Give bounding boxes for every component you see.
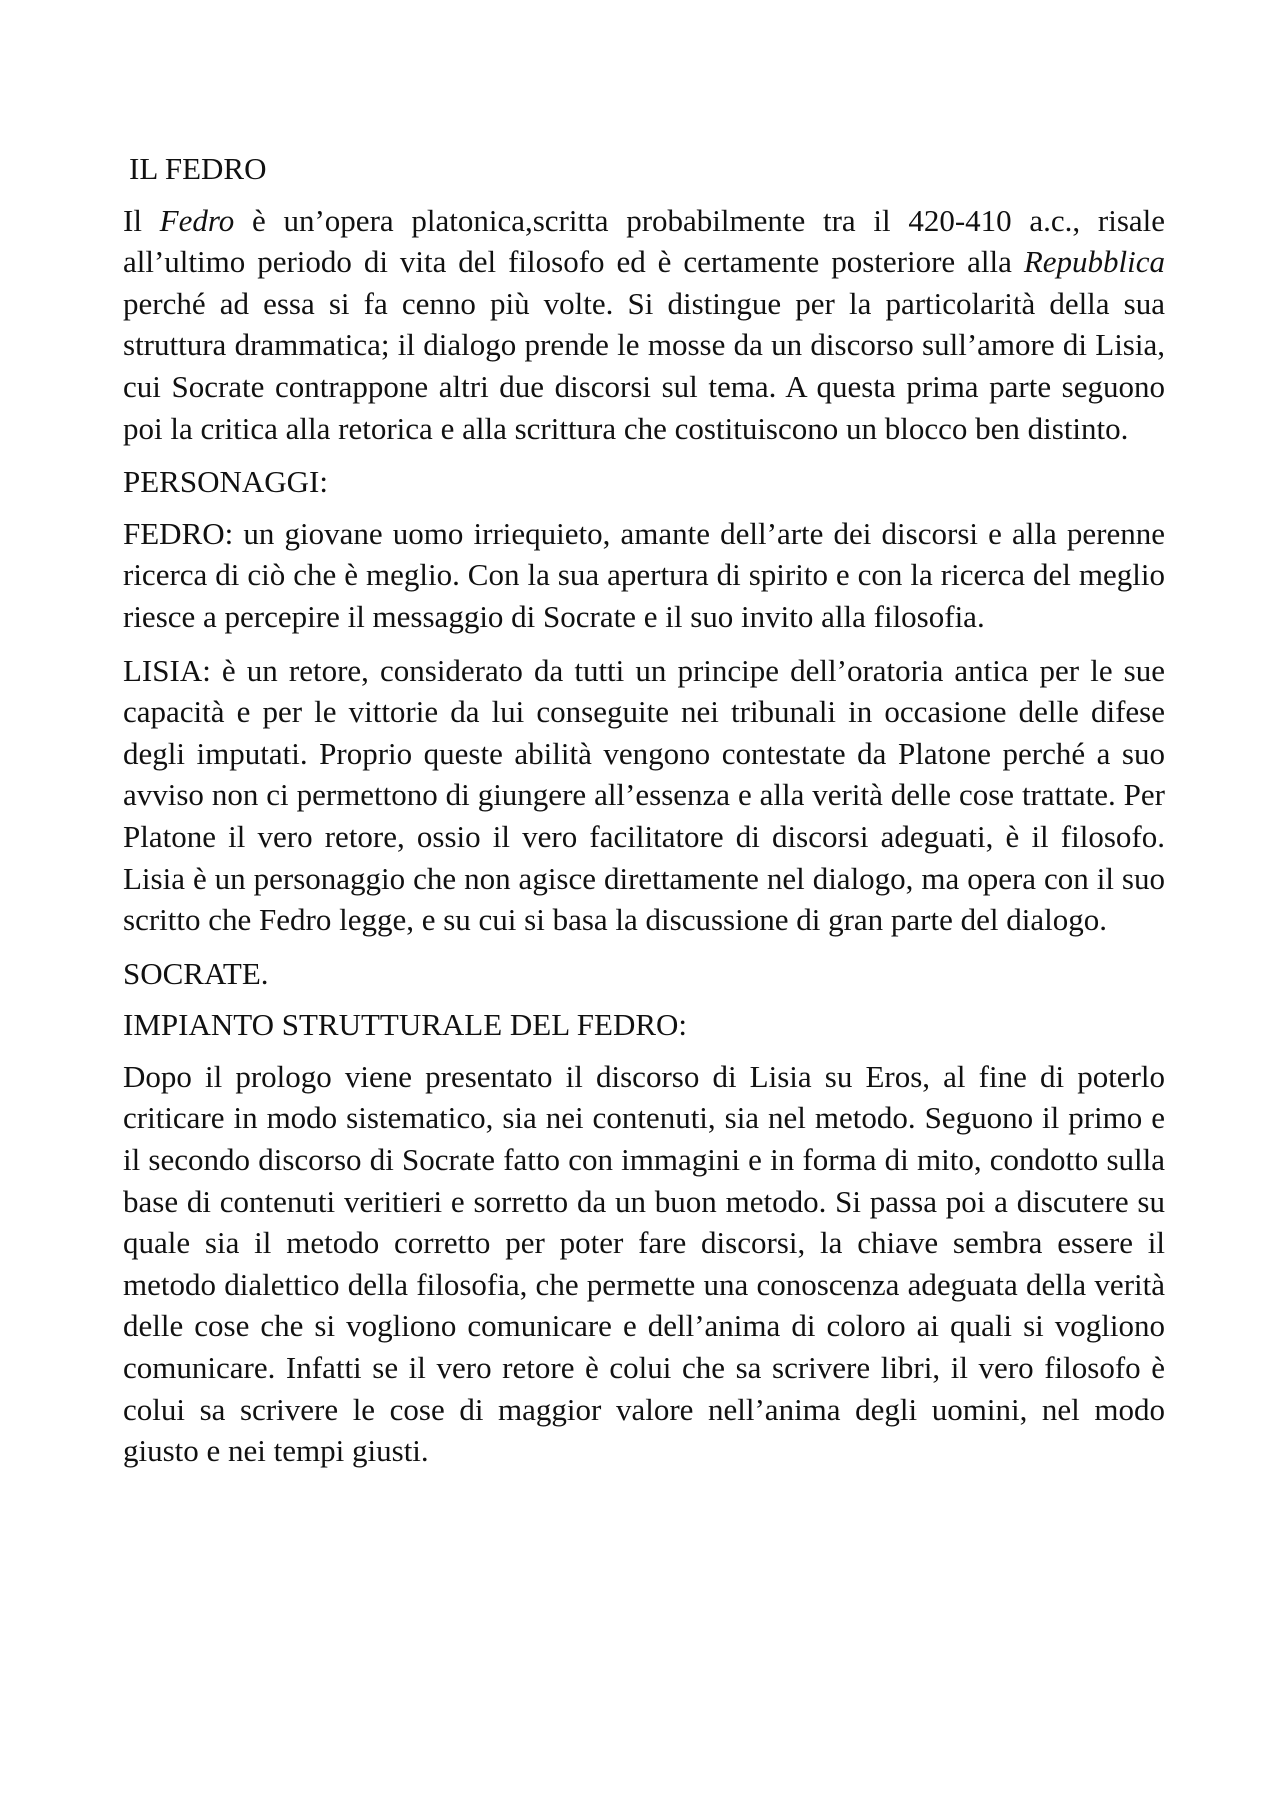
intro-italic-fedro: Fedro bbox=[159, 202, 235, 238]
intro-paragraph bbox=[123, 200, 1165, 450]
lisia-paragraph: LISIA: è un retore, considerato da tutti un principe dell’oratoria antica per le sue capacità e per le vittorie da lui conseguite nei tribunali in occasione delle difese degli imputati. Proprio queste abilità vengono contestate da Platone perché a suo avviso non ci permettono di giungere all’essenza e alla verità delle cose trattate. Per Platone il vero retore, ossio il vero facilitatore di discorsi adeguati, è il filosofo. Lisia è un personaggio che non agisce direttamente nel dialogo, ma opera con il suo scritto che Fedro legge, e su cui si basa la discussione di gran parte del dialogo. bbox=[123, 652, 1165, 938]
intro-italic-repubblica: Repubblica bbox=[1023, 244, 1165, 280]
intro-text-1: Il bbox=[123, 202, 160, 238]
intro-text-3: perché ad essa si fa cenno più volte. Si distingue per la particolarità della sua struttura drammatica; il dialogo prende le mosse da un discorso sull’amore di Lisia, cui Socrate contrappone altri due discorsi sul tema. A questa prima parte seguono poi la critica alla retorica e alla scrittura che costituiscono un blocco ben distinto. bbox=[123, 285, 1165, 446]
personaggi-heading: PERSONAGGI: bbox=[123, 464, 328, 500]
intro-text-2: è un’opera platonica,scritta probabilmente tra il 420-410 a.c., risale all’ultimo periodo di vita del filosofo ed è certamente posteriore alla bbox=[123, 202, 1166, 280]
socrate-heading: SOCRATE. bbox=[123, 955, 269, 991]
impianto-paragraph: Dopo il prologo viene presentato il discorso di Lisia su Eros, al fine di poterlo criticare in modo sistematico, sia nei contenuti, sia nel metodo. Seguono il primo e il secondo discorso di Socrate fatto con immagini e in forma di mito, condotto sulla base di contenuti veritieri e sorretto da un buon metodo. Si passa poi a discutere su quale sia il metodo corretto per poter fare discorsi, la chiave sembra essere il metodo dialettico della filosofia, che permette una conoscenza adeguata della verità delle cose che si vogliono comunicare e dell’anima di coloro ai quali si vogliono comunicare. Infatti se il vero retore è colui che sa scrivere libri, il vero filosofo è colui sa scrivere le cose di maggior valore nell’anima degli uomini, nel modo giusto e nei tempi giusti. bbox=[123, 1058, 1165, 1469]
impianto-heading: IMPIANTO STRUTTURALE DEL FEDRO: bbox=[123, 1007, 688, 1043]
document-title: IL FEDRO bbox=[129, 151, 267, 186]
fedro-paragraph: FEDRO: un giovane uomo irriequieto, amante dell’arte dei discorsi e alla perenne ricerca di ciò che è meglio. Con la sua apertura di spirito e con la ricerca del meglio riesce a percepire il messaggio di Socrate e il suo invito alla filosofia. bbox=[123, 515, 1165, 634]
document-body bbox=[123, 148, 1165, 1484]
